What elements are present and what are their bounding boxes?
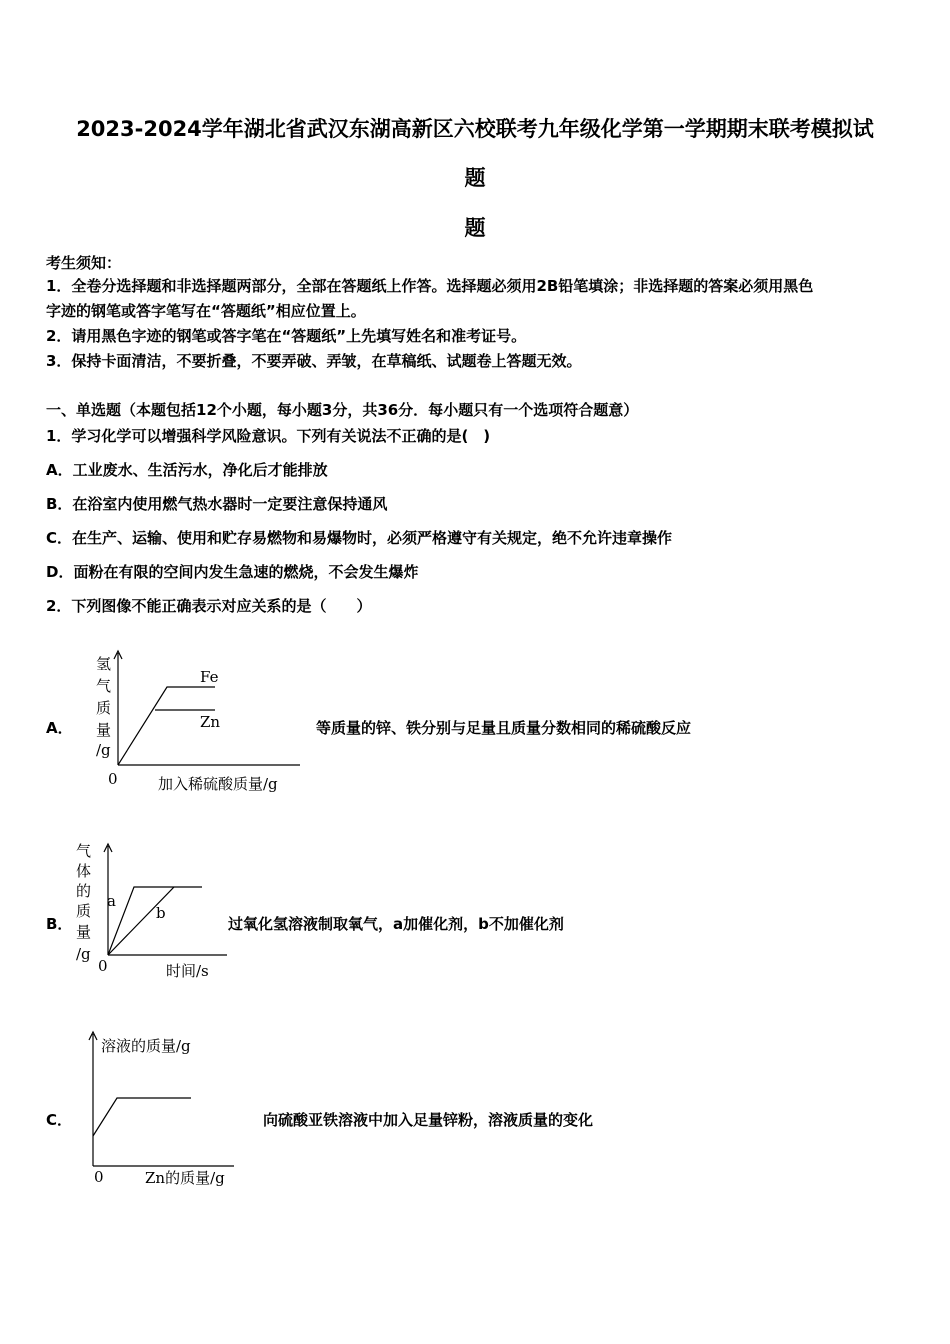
- ylabel-char: 质: [96, 699, 112, 717]
- q2-stem: 2．下列图像不能正确表示对应关系的是（ ）: [46, 597, 372, 615]
- series-label-a: a: [107, 892, 116, 910]
- q1-option-b: B．在浴室内使用燃气热水器时一定要注意保持通风: [46, 495, 388, 513]
- notice-item-3: 3．保持卡面清洁，不要折叠，不要弄破、弄皱，在草稿纸、试题卷上答题无效。: [46, 352, 582, 370]
- ylabel-char: 量: [76, 923, 92, 941]
- ylabel-char: /g: [76, 945, 91, 963]
- series-label-b: b: [156, 904, 166, 922]
- ylabel-char: /g: [96, 741, 111, 759]
- q2-option-b-label: B．: [46, 915, 73, 933]
- notice-item-1-cont: 字迹的钢笔或答字笔写在“答题纸”相应位置上。: [46, 302, 366, 320]
- ylabel-char: 的: [76, 882, 92, 900]
- q2-option-b-description: 过氧化氢溶液制取氧气，a加催化剂，b不加催化剂: [228, 915, 564, 933]
- page-title-continued-2: 题: [464, 216, 486, 240]
- q2-option-a-description: 等质量的锌、铁分别与足量且质量分数相同的稀硫酸反应: [316, 719, 692, 737]
- page-title: 2023-2024学年湖北省武汉东湖高新区六校联考九年级化学第一学期期末联考模拟试: [76, 117, 874, 141]
- page-title-continued: 题: [464, 166, 486, 190]
- q2-option-c-graph: [84, 1030, 244, 1190]
- q2-option-a-label: A．: [46, 719, 73, 737]
- q2-option-b-graph: [72, 840, 232, 988]
- origin-label: 0: [98, 957, 108, 975]
- q1-stem: 1．学习化学可以增强科学风险意识。下列有关说法不正确的是( ): [46, 427, 491, 445]
- series-label-zn: Zn: [200, 713, 221, 731]
- x-axis-label: 加入稀硫酸质量/g: [158, 775, 278, 793]
- ylabel-char: 气: [96, 677, 112, 695]
- x-axis-label: 时间/s: [166, 962, 209, 980]
- q1-option-c: C．在生产、运输、使用和贮存易燃物和易爆物时，必须严格遵守有关规定，绝不允许违章操作: [46, 529, 673, 547]
- section-heading: 一、单选题（本题包括12个小题，每小题3分，共36分．每小题只有一个选项符合题意）: [46, 401, 639, 419]
- notice-heading: 考生须知：: [46, 254, 122, 272]
- q1-option-d: D．面粉在有限的空间内发生急速的燃烧，不会发生爆炸: [46, 563, 419, 581]
- ylabel-char: 体: [76, 862, 92, 880]
- ylabel-char: 气: [76, 842, 92, 860]
- ylabel-char: 质: [76, 902, 92, 920]
- notice-item-1: 1．全卷分选择题和非选择题两部分，全部在答题纸上作答。选择题必须用2B铅笔填涂；非选择题的答案必须用黑色: [46, 277, 814, 295]
- ylabel-char: 量: [96, 721, 112, 739]
- q2-option-c-description: 向硫酸亚铁溶液中加入足量锌粉，溶液质量的变化: [263, 1111, 594, 1129]
- q2-option-c-label: C．: [46, 1111, 73, 1129]
- curve-a: [108, 887, 202, 955]
- y-axis-label: 溶液的质量/g: [101, 1037, 191, 1055]
- origin-label: 0: [108, 770, 118, 788]
- series-label-fe: Fe: [200, 668, 219, 686]
- ylabel-char: 氢: [96, 655, 112, 673]
- x-axis-label: Zn的质量/g: [145, 1169, 225, 1187]
- solution-mass-curve: [93, 1098, 191, 1136]
- origin-label: 0: [94, 1168, 104, 1186]
- q2-option-a-graph: [90, 645, 310, 795]
- q1-option-a: A．工业废水、生活污水，净化后才能排放: [46, 461, 328, 479]
- notice-item-2: 2．请用黑色字迹的钢笔或答字笔在“答题纸”上先填写姓名和准考证号。: [46, 327, 527, 345]
